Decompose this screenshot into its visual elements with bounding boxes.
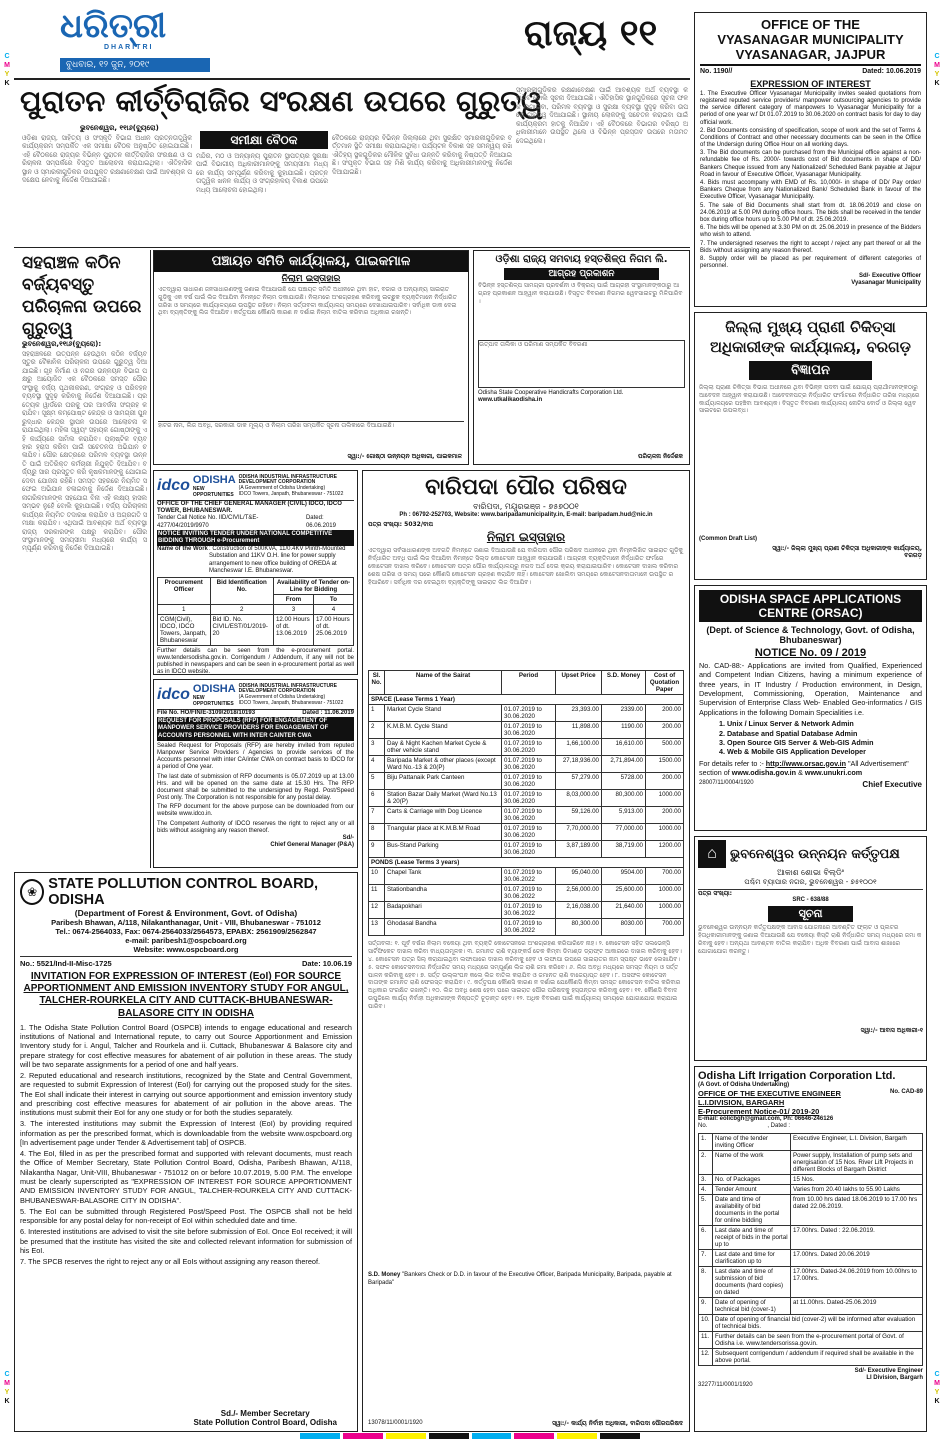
table-row bbox=[699, 1133, 923, 1150]
list-item: 7. The SPCB reserves the right to reject any or all EoIs without assigning any reason thereof. bbox=[20, 1257, 321, 1267]
vyasa-items bbox=[700, 91, 921, 271]
cell-period: 01.07.2019 to 30.06.2022 bbox=[502, 902, 556, 919]
cell-period: 01.07.2019 to 30.06.2020 bbox=[502, 739, 556, 756]
cell-sl: 11 bbox=[369, 885, 385, 902]
table-row bbox=[699, 1225, 923, 1249]
list-item: 1. The Odisha State Pollution Control Board (OSPCB) intends to engage educational and research institutions of National and International repute, to carry out Source Apportionment and Emission Inventory study for i. Angul, Talcher and Rourkela and ii. Cuttack, Bhubaneswar & Balasore city and prepare strategy for cost effective measures for abatement of air pollution in these areas. The study will be two separate assignments for a period of one and half years. bbox=[20, 1022, 352, 1069]
cell-k: Date of opening of technical bid (cover-1) bbox=[713, 1297, 791, 1314]
cell-sl: 8 bbox=[369, 824, 385, 841]
masthead-date: ବୁଧବାର, ୧୨ ଜୁନ, ୨୦୧୯ bbox=[60, 58, 210, 72]
list-item: 7. The undersigned reserves the right to accept / reject any part thereof or all the Bids without assigning any reason thereof. bbox=[700, 240, 921, 254]
cell-n: 1. bbox=[699, 1133, 713, 1150]
list-item: 6. The bids will be opened at 3.30 PM on dt. 25.06.2019 in presence of the Bidders who wish to attend. bbox=[700, 225, 921, 239]
cell-k: Subsequent corrigendum / addendum if required shall be available in the above portal. bbox=[713, 1348, 923, 1365]
table-row bbox=[699, 1174, 923, 1184]
cell-n: 5. bbox=[699, 1194, 713, 1225]
cell-sd: 5,913.00 bbox=[602, 807, 646, 824]
cell-v: Executive Engineer, L.I. Division, Bargarh bbox=[791, 1133, 923, 1150]
table-row bbox=[699, 1194, 923, 1225]
idco-tender-notice: idco ODISHA NEW OPPORTUNITIES ODISHA INDUSTRIAL INFRASTRUCTURE DEVELOPMENT CORPORATION (A Government of Odisha Undertaking) IDCO Towers, Janpath, Bhubaneswar - 751022 OFFICE OF THE CHIEF GENERAL MANAGER (CIVIL) IDCO, IDCO TOWER, BHUBANESWAR. Tender Call Notice No. IID/CIVIL/T&E-4277/04/2019/9970 Dated: 06.06.2019 NOTICE INVITING TENDER UNDER NATIONAL COMPETITIVE BIDDING THROUGH e-Procurement Name of the Work : Construction of 500KVA, 11/0.4KV Plinth-Mounted Substation and 11KV O.H. line for power supply arrangement to new office building of OREDA at Mancheswar I.E. Bhubaneswar. Procurement Officer Bid Identification No. Availability of Tender on-Line for Bidding From To 1 2 3 4 CGM(Civil), IDCO, IDCO Towers, Janpath, Bhubaneswar Bid ID. No. CIVIL/EST/01/2019-20 12.00 Hours of dt. 13.06.2019 17.00 Hours of dt. 25.06.2019 Further details can be seen from the e-procurement portal. www.tendersodisha.gov.in. Corrigendum / Addendum, if any will not be published in newspapers and can be seen in e-procurement portal as well as in IDCO website. bbox=[153, 470, 358, 675]
table-row bbox=[369, 824, 684, 841]
registration-mark-right-bottom: C M Y K bbox=[934, 1371, 940, 1406]
orsac-link[interactable]: http://www.orsac.gov.in bbox=[765, 758, 846, 768]
cell-name: Baripada Market & other places (except Ward No.-13 & 20(P) bbox=[385, 756, 502, 773]
table-row bbox=[699, 1348, 923, 1365]
list-item: 2. Reputed educational and research institutions, recognized by the State and Central Government, are requested to submit Expression of Interest (EoI) for carrying out the proposed study for the sites. The EoI shall indicate their interest in carrying out source apportionment and emission inventory study and prescribing cost effective measures for abatement of air pollution in the above areas. The institutions must submit their EoI for any one study or for both the studies separately. bbox=[20, 1071, 352, 1118]
story-column: ମନ୍ଦିର, ମଠ ଓ ଅନ୍ୟାନ୍ୟ ପୁରାତନ ସ୍ଥାପତ୍ୟର ସୁରକ୍ଷା ପାଇଁ ବିଭାଗୀୟ ଅଧିକାରୀମାନଙ୍କୁ ସମୟସୀମା ମଧ୍ୟରେ କାର୍ଯ୍ୟ ସମ୍ପୂର୍ଣ୍ଣ କରିବାକୁ କୁହାଯାଇଛି। ପ୍ରତ୍ନତାତ୍ତ୍ୱିକ ଖନନ କାର୍ଯ୍ୟ ଓ ସଂଗ୍ରହାଳୟ ବିକାଶ ଉପରେ ମଧ୍ୟ ଆଲୋଚନା ହୋଇଥିଲା। bbox=[196, 152, 328, 194]
table-row bbox=[699, 1297, 923, 1314]
cell-sl: 1 bbox=[369, 705, 385, 722]
cell-sl: 7 bbox=[369, 807, 385, 824]
table-row bbox=[699, 1331, 923, 1348]
table-row bbox=[369, 841, 684, 858]
cell-upset: 57,279.00 bbox=[556, 773, 602, 790]
spcb-notice: ❀ STATE POLLUTION CONTROL BOARD, ODISHA (Department of Forest & Environment, Govt. of Odisha) Paribesh Bhawan, A/118, Nilakanthanagar, Unit - VIII, Bhubaneswar - 751012 Tel.: 0674-2564033, Fax: 0674-2564033/2564573, EPABX: 2561909/2562847 e-mail: paribesh1@ospcboard.org Website: www.ospcboard.org No.: 5521/Ind-II-Misc-1725 Date: 10.06.19 INVITATION FOR EXPRESSION OF INTEREST (EoI) FOR SOURCE APPORTIONMENT AND EMISSION INVENTORY STUDY FOR ANGUL, TALCHER-ROURKELA CITY AND CUTTACK-BHUBANESWAR-BALASORE CITY IN ODISHA 1. The Odisha State Pollution Control Board (OSPCB) intends to engage educational and research institutions of National and International repute, to carry out Source Apportionment and Emission Inventory study for i. Angul, Talcher and Rourkela and ii. Cuttack, Bhubaneswar & Balasore city and prepare strategy for cost effective measures for abatement of air pollution in these areas. The study will be two separate assignments for a period of one and half years. 2. Reputed educational and research institutions, recognized by the State and Central Government, are requested to submit Expression of Interest (EoI) for carrying out the proposed study for the sites. The EoI shall indicate their interest in carrying out source apportionment and emission inventory study and prescribing cost effective measures for abatement of air pollution in the above areas. The institutions must submit their EoI for any one study or for both the studies separately. 3. The interested institutions may submit the Expression of Interest (EoI) by providing required information as per the prescribed format, which is downloadable from the website www.ospcboard.org [In advertisement page under Tender & Advertisement tab] of OSPCB. 4. The EoI, filled in as per the prescribed format and supported with relevant documents, must reach the Office of Member Secretary, State Pollution Control Board, Odisha, Paribesh Bhawan, A/118, Nilakantha Nagar, Unit-VIII, Bhubaneswar - 751012 on or before 10.07.2019, 5.00 P.M. The envelope must be clearly superscripted as "EXPRESSION OF INTEREST FOR SOURCE APPORTIONMENT AND EMISSION INVENTORY STUDY FOR ANGUL, TALCHER-ROURKELA CITY AND CUTTACK-BHUBANESWAR-BALASORE CITY IN ODISHA". 5. The EoI can be submitted through Registered Post/Speed Post. The OSPCB shall not be held responsible for any postal delay for non-receipt of EoI within scheduled date and time. 6. Interested institutions are advised to visit the site before submission of EoI. Once EoI received; it will be presumed that the institute has visited the site and collected relevant information for submission of his EoI. 7. The SPCB reserves the right to reject any or all EoIs without assigning any reason thereof. Sd./- Member Secretary State Pollution Control Board, Odisha bbox=[14, 872, 358, 1432]
cell-sd: 16,610.00 bbox=[602, 739, 646, 756]
cell-sd: 9504.00 bbox=[602, 868, 646, 885]
cell-cost: 1000.00 bbox=[646, 790, 684, 807]
list-item: 3. The Bid documents can be purchased from the Municipal office against a non-refundable fee of Rs. 2000/- towards cost of Bid documents in shape of DD/ Bankers Cheque issued from any Nationalized/ Scheduled Bank payable at Jajpur Road in favour of Executive Officer, Vyasanagar Municipality. bbox=[700, 150, 921, 178]
cell-n: 12. bbox=[699, 1348, 713, 1365]
cell-n: 6. bbox=[699, 1225, 713, 1249]
cell-sl: 3 bbox=[369, 739, 385, 756]
cell-v: from 10.00 hrs dated 18.06.2019 to 17.00 hrs dated 22.06.2019. bbox=[791, 1194, 923, 1225]
cell-upset: 59,126.00 bbox=[556, 807, 602, 824]
cell-v: Varies from 20.40 lakhs to 55.90 Lakhs bbox=[791, 1184, 923, 1194]
cell-k: Further details can be seen from the e-procurement portal of Govt. of Odisha i.e. www.tendersorissa.gov.in. bbox=[713, 1331, 923, 1348]
orsac-list bbox=[699, 719, 922, 756]
cell-v: 17.00hrs. Dated-24.06.2019 from 10.00hrs to 17.00hrs. bbox=[791, 1266, 923, 1297]
registration-mark-left: C M Y K bbox=[4, 53, 10, 88]
cell-n: 7. bbox=[699, 1249, 713, 1266]
section-title: ରାଜ୍ୟ ୧୧ bbox=[524, 13, 658, 54]
list-item: 4. The EoI, filled in as per the prescribed format and supported with relevant documents, must reach the Office of Member Secretary, State Pollution Control Board, Odisha, Paribesh Bhawan, A/118, Nilakantha Nagar, Unit-VIII, Bhubaneswar - 751012 on or before 10.07.2019, 5.00 P.M. The envelope must be clearly superscripted as "EXPRESSION OF INTEREST FOR SOURCE APPORTIONMENT AND EMISSION INVENTORY STUDY FOR ANGUL, TALCHER-ROURKELA CITY AND CUTTACK-BHUBANESWAR-BALASORE CITY IN ODISHA". bbox=[20, 1149, 352, 1205]
cell-cost: 1000.00 bbox=[646, 902, 684, 919]
sairat-table: Sl. No. Name of the Sairat Period Upset Price S.D. Money Cost of Quotation Paper SPACE (Lease Terms 1 Year) 1 Market Cycle Stand 01.07.2019 to 30.06.2020 23,393.00 2339.00 200.00 2 K.M.B.M. Cycle Stand 01.07.2019 to 30.06.2020 11,898.00 1190.00 200.00 3 Day & Night Kachen Market Cycle & other vehicle stand 01.07.2019 to 30.06.2020 1,66,100.00 16,610.00 500.00 4 Baripada Market & other places (except Ward No.-13 & 20(P) 01.07.2019 to 30.06.2020 27,18,936.00 2,71,894.00 1500.00 5 Biju Pattanaik Park Canteen 01.07.2019 to 30.06.2020 57,279.00 5728.00 200.00 6 Station Bazar Daily Market (Ward No.13 & 20(P) 01.07.2019 to 30.06.2020 8,03,000.00 80,300.00 1000.00 7 Carts & Carriage with Dog Licence 01.07.2019 to 30.06.2020 59,126.00 5,913.00 200.00 8 Tnangular place at K.M.B.M Road 01.07.2019 to 30.06.2020 7,70,000.00 77,000.00 1000.00 9 Bus-Stand Parking 01.07.2019 to 30.06.2020 3,87,189.00 38,719.00 1200.00 PONDS (Lease Terms 3 years) 10 Chapel Tank 01.07.2019 to 30.06.2022 95,040.00 9504.00 700.00 11 Stationbandha 01.07.2019 to 30.06.2022 2,56,000.00 25,600.00 1000.00 12 Badapokhari 01.07.2019 to 30.06.2022 2,16,038.00 21,640.00 1000.00 13 Ghodasal Bandha 01.07.2019 to 30.06.2022 80,300.00 8030.00 700.00 bbox=[368, 670, 684, 936]
vyasanagar-notice: OFFICE OF THE VYASANAGAR MUNICIPALITY VYASANAGAR, JAJPUR No. 1190// Dated: 10.06.2019 EXPRESSION OF INTEREST 1. The Executive Officer Vyasanagar Municipality invites sealed quotations from registered reputed service providers/ manpower outsourcing agencies to provide the service different category of manpowers to Vyasanagar Municipality for a period of one year w.f Dt 01.07.2019 to 30.06.2020 on contract basis for day to day official work. 2. Bid Documents consisting of specification, scope of work and the set of Terms & Conditions of Contract and other necessary documents can be seen in the Office of the Undersign during Office Hour on all working days. 3. The Bid documents can be purchased from the Municipal office against a non-refundable fee of Rs. 2000/- towards cost of Bid documents in shape of DD/ Bankers Cheque issued from any Nationalized/ Scheduled Bank payable at Jajpur Road in favour of Executive Officer, Vyasanagar Municipality. 4. Bids must accompany with EMD of Rs. 10,000/- in shape of DD/ Pay order/ Bankers Cheque from any Nationalized Bank/ Scheduled Bank in favour of the Executive Officer, Vyasanagar Municipality. 5. The sale of Bid Documents shall start from dt. 18.06.2019 and close on 24.06.2019 at 5.00 PM during office hours. The bids shall be received in the tender box during office hours up to 5.00 PM of dt. 25.06.2019. 6. The bids will be opened at 3.30 PM on dt. 25.06.2019 in presence of the Bidders who wish to attend. 7. The undersigned reserves the right to accept / reject any part thereof or all the Bids without assigning any reason thereof. 8. Supply order will be placed as per requirement of different categories of personnel. Sd/- Executive Officer Vyasanagar Municipality bbox=[694, 12, 927, 307]
cell-upset: 2,16,038.00 bbox=[556, 902, 602, 919]
cell-sd: 8030.00 bbox=[602, 919, 646, 936]
table-row bbox=[369, 722, 684, 739]
list-item: 8. Supply order will be placed as per requirement of different categories of personnel. bbox=[700, 255, 921, 270]
cell-sl: 10 bbox=[369, 868, 385, 885]
cell-k: Name of the tender inviting Officer bbox=[713, 1133, 791, 1150]
cell-sl: 4 bbox=[369, 756, 385, 773]
cell-name: Market Cycle Stand bbox=[385, 705, 502, 722]
table-row bbox=[699, 1266, 923, 1297]
cell-sl: 2 bbox=[369, 722, 385, 739]
list-item: 2. Database and Spatial Database Admin bbox=[719, 728, 858, 738]
cell-cost: 700.00 bbox=[646, 919, 684, 936]
cell-name: Biju Pattanaik Park Canteen bbox=[385, 773, 502, 790]
logo: ଧରିତ୍ରୀ DHARITRI bbox=[60, 6, 167, 51]
cell-v: at 11.00hrs. Dated-25.06.2019 bbox=[791, 1297, 923, 1314]
cell-cost: 500.00 bbox=[646, 739, 684, 756]
table-row bbox=[369, 919, 684, 936]
cell-k: Tender Amount bbox=[713, 1184, 791, 1194]
cell-sd: 5728.00 bbox=[602, 773, 646, 790]
headline-dateline: ଭୁବନେଶ୍ୱର, ୧୧ା୬(ବ୍ୟୁରୋ) bbox=[80, 124, 159, 132]
cell-cost: 1200.00 bbox=[646, 841, 684, 858]
cell-upset: 3,87,189.00 bbox=[556, 841, 602, 858]
odisha-link[interactable]: www.odisha.gov.in bbox=[731, 767, 797, 777]
list-item: 5. The sale of Bid Documents shall start from dt. 18.06.2019 and close on 24.06.2019 at 5.00 PM during office hours. The bids shall be received in the tender box during office hours up to 5.00 PM of dt. 25.06.2019. bbox=[700, 202, 921, 223]
cell-period: 01.07.2019 to 30.06.2020 bbox=[502, 773, 556, 790]
main-headline: ପୁରାତନ କୀର୍ତ୍ତିରାଜିର ସଂରକ୍ଷଣ ଉପରେ ଗୁରୁତ୍ୱ bbox=[20, 84, 543, 118]
orsac-notice: ODISHA SPACE APPLICATIONS CENTRE (ORSAC) (Dept. of Science & Technology, Govt. of Odisha, Bhubaneswar) NOTICE No. 09 / 2019 No. CAD-88:- Applications are invited from Qualified, Experienced and Competent Indian Citizens, having a minimum experience of three years, in IT Industry / Production environment, in Design, Development, Commissioning, Operation, Maintenance and Supervision of Enterprise Class Web- Enabled Geo-informatics / GIS Applications in the following Domain Specialities i.e. 1. Unix / Linux Server & Network Admin 2. Database and Spatial Database Admin 3. Open Source GIS Server & Web-GIS Admin 4. Web & Mobile GIS Application Developer For details refer to :- http://www.orsac.gov.in "All Advertisement" section of www.odisha.gov.in & www.unukri.com 28007/11/0004/1920 Chief Executive bbox=[694, 585, 927, 831]
panchayat-notice: ପଞ୍ଚାୟତ ସମିତି କାର୍ଯ୍ୟାଳୟ, ପାଇକମାଳ ନିଲାମ ଇସ୍ତାହାର ଏତଦ୍ୱାରା ସାଧାରଣ ଜନସାଧାରଣଙ୍କୁ ଜଣାଇ ଦିଆଯାଉଛି ଯେ ପଞ୍ଚାୟତ ସମିତି ଅଧୀନରେ ଥିବା ହାଟ, ବଜାର ଓ ଅନ୍ୟାନ୍ୟ ସାଇରାତ ଗୁଡ଼ିକୁ ଏକ ବର୍ଷ ପାଇଁ ଲିଜ ଦିଆଯିବା ନିମନ୍ତେ ନିଲାମ ଡକାଯାଉଛି। ନିଲାମରେ ଅଂଶଗ୍ରହଣ କରିବାକୁ ଇଚ୍ଛୁକ ବ୍ୟକ୍ତିମାନେ ନିର୍ଦ୍ଧାରିତ ତାରିଖ ଓ ସମୟରେ କାର୍ଯ୍ୟାଳୟରେ ଉପସ୍ଥିତ ରହିବେ। ନିଲାମ ସର୍ତ୍ତାବଳୀ କାର୍ଯ୍ୟାଳୟ ସମୟରେ ଦେଖାଯାଇପାରିବ। ସର୍ବାଧିକ ଡାକ ଦେଇଥିବା ବ୍ୟକ୍ତିଙ୍କୁ ଲିଜ ଦିଆଯିବ। କର୍ତ୍ତୃପକ୍ଷ କୌଣସି କାରଣ ନ ଦର୍ଶାଇ ନିଲାମ ବାତିଲ କରିବାର ଅଧିକାର ରଖନ୍ତି। ହାଟର ନାମ, ଲିଜ ଅବଧି, ସରକାରୀ ଡାକ ମୂଲ୍ୟ ଓ ନିଲାମ ତାରିଖ ସମ୍ପର୍କିତ ସୂଚନା ତାଲିକାରେ ଦିଆଯାଇଛି। ସ୍ୱା:/- ଗୋଷ୍ଠୀ ଉନ୍ନୟନ ଅଧିକାରୀ, ପାଇକମାଳ bbox=[153, 250, 469, 465]
table-row bbox=[369, 868, 684, 885]
list-item: 3. Open Source GIS Server & Web-GIS Admin bbox=[719, 737, 874, 747]
cell-sd: 77,000.00 bbox=[602, 824, 646, 841]
cell-sl: 13 bbox=[369, 919, 385, 936]
unukri-link[interactable]: www.unukri.com bbox=[804, 767, 863, 777]
registration-mark-right: C M Y K bbox=[934, 53, 940, 88]
cell-name: Tnangular place at K.M.B.M Road bbox=[385, 824, 502, 841]
cell-cost: 700.00 bbox=[646, 868, 684, 885]
cell-upset: 1,66,100.00 bbox=[556, 739, 602, 756]
cell-cost: 1000.00 bbox=[646, 824, 684, 841]
lift-table bbox=[698, 1133, 923, 1366]
registration-mark-left-bottom: C M Y K bbox=[4, 1371, 10, 1406]
cell-v: 15 Nos. bbox=[791, 1174, 923, 1184]
story2-dateline: ଭୁବନେଶ୍ୱର,୧୧ା୬(ବ୍ୟୁରୋ): bbox=[22, 340, 102, 348]
idco-logo: idco bbox=[157, 477, 190, 494]
table-row bbox=[699, 1249, 923, 1266]
district-vet-notice: ଜିଲ୍ଲା ମୁଖ୍ୟ ପ୍ରାଣୀ ଚିକିତ୍ସା ଅଧିକାରୀଙ୍କ କାର୍ଯ୍ୟାଳୟ, ବରଗଡ଼ ବିଜ୍ଞାପନ ଜିଲ୍ଲା ପ୍ରାଣୀ ଚିକିତ୍ସା ବିଭାଗ ଅଧୀନରେ ଥିବା ବିଭିନ୍ନ ପଦବୀ ପାଇଁ ଯୋଗ୍ୟ ପ୍ରାର୍ଥୀମାନଙ୍କଠାରୁ ଆବେଦନ ଆହ୍ୱାନ କରାଯାଉଛି। ଆବେଦନପତ୍ର ନିର୍ଦ୍ଧାରିତ ଫର୍ମାଟରେ ନିର୍ଦ୍ଧାରିତ ତାରିଖ ମଧ୍ୟରେ କାର୍ଯ୍ୟାଳୟରେ ପହଞ୍ଚିବା ଆବଶ୍ୟକ। ବିସ୍ତୃତ ବିବରଣୀ କାର୍ଯ୍ୟାଳୟ ନୋଟିସ ବୋର୍ଡ ଓ ଜିଲ୍ଲା ୱେବସାଇଟରେ ଉପଲବ୍ଧ। (Common Draft List) ସ୍ୱା:/- ଜିଲ୍ଲା ମୁଖ୍ୟ ପ୍ରାଣୀ ଚିକିତ୍ସା ଅଧିକାରୀଙ୍କ କାର୍ଯ୍ୟାଳୟ, ବରଗଡ଼ bbox=[694, 312, 927, 580]
cell-upset: 2,56,000.00 bbox=[556, 885, 602, 902]
cell-period: 01.07.2019 to 30.06.2020 bbox=[502, 705, 556, 722]
list-item: 5. The EoI can be submitted through Registered Post/Speed Post. The OSPCB shall not be held responsible for any postal delay for non-receipt of EoI within scheduled date and time. bbox=[20, 1206, 352, 1226]
cell-k: Last date and time of submission of bid documents (hard copies) on dated bbox=[713, 1266, 791, 1297]
cell-cost: 200.00 bbox=[646, 807, 684, 824]
cell-sl: 6 bbox=[369, 790, 385, 807]
cell-upset: 11,898.00 bbox=[556, 722, 602, 739]
cell-period: 01.07.2019 to 30.06.2020 bbox=[502, 841, 556, 858]
cell-cost: 1000.00 bbox=[646, 885, 684, 902]
cell-period: 01.07.2019 to 30.06.2022 bbox=[502, 885, 556, 902]
cell-period: 01.07.2019 to 30.06.2020 bbox=[502, 722, 556, 739]
cell-k: Date and time of availability of bid documents in the portal for online bidding bbox=[713, 1194, 791, 1225]
list-item: 1. The Executive Officer Vyasanagar Municipality invites sealed quotations from registered reputed service providers/ manpower outsourcing agencies to provide the service different category of manpowers to Vyasanagar Municipality for a period of one year w.f Dt 01.07.2019 to 30.06.2020 on contract basis for day to day official work. bbox=[700, 90, 921, 126]
cell-upset: 27,18,936.00 bbox=[556, 756, 602, 773]
cell-upset: 23,393.00 bbox=[556, 705, 602, 722]
table-row bbox=[369, 739, 684, 756]
list-item: 1. Unix / Linux Server & Network Admin bbox=[719, 719, 854, 729]
cell-cost: 1500.00 bbox=[646, 756, 684, 773]
cell-period: 01.07.2019 to 30.06.2020 bbox=[502, 790, 556, 807]
spcb-items bbox=[20, 1023, 352, 1267]
table-row bbox=[369, 807, 684, 824]
table-row bbox=[369, 790, 684, 807]
cell-period: 01.07.2019 to 30.06.2020 bbox=[502, 807, 556, 824]
cell-sl: 9 bbox=[369, 841, 385, 858]
handicraft-notice: ଓଡ଼ିଶା ରାଜ୍ୟ ସମବାୟ ହସ୍ତଶିଳ୍ପ ନିଗମ ଲି. ଆଗ୍ରହ ପ୍ରକାଶନ ବିଭିନ୍ନ ହସ୍ତଶିଳ୍ପ ସାମଗ୍ରୀ ପ୍ରଦର୍ଶନୀ ଓ ବିକ୍ରୟ ପାଇଁ ଆଗ୍ରହୀ ସଂସ୍ଥାମାନଙ୍କଠାରୁ ଆଗ୍ରହ ପ୍ରକାଶନ ଆହ୍ୱାନ କରାଯାଉଛି। ବିସ୍ତୃତ ବିବରଣୀ ନିଗମର ୱେବସାଇଟରୁ ମିଳିପାରିବ। ଉତ୍ପାଦ ତାଲିକା ଓ ପରିମାଣ ସମ୍ପର୍କିତ ବିବରଣୀ Odisha State Cooperative Handicrafts Corporation Ltd. www.utkalikaodisha.in ପରିଚାଳନା ନିର୍ଦ୍ଦେଶକ bbox=[473, 250, 690, 465]
cell-period: 01.07.2019 to 30.06.2022 bbox=[502, 919, 556, 936]
baripada-notice: ବାରିପଦା ପୌର ପରିଷଦ ବାରିପଦା, ମୟୂରଭଞ୍ଜ - ୭୫୭୦୦୧ Ph : 06792-252703, Website: www.baripadamunicipality.in, E-mail: baripadam.hud@nic.in ପତ୍ର ସଂଖ୍ୟା: 5032/ବାପ ନିଲାମ ଇସ୍ତାହାର ଏତଦ୍ୱାରା ସର୍ବସାଧାରଣଙ୍କ ଅବଗତି ନିମନ୍ତେ ଜଣାଇ ଦିଆଯାଉଛି ଯେ ବାରିପଦା ପୌର ପରିଷଦ ଅଧୀନରେ ଥିବା ନିମ୍ନଲିଖିତ ସାଇରାତ ଗୁଡ଼ିକୁ ନିର୍ଦ୍ଧାରିତ ଅବଧି ପାଇଁ ଲିଜ ଦିଆଯିବା ନିମନ୍ତେ ସିଲ୍ଡ କୋଟେସନ ଆହ୍ୱାନ କରାଯାଉଛି। ଆଗ୍ରହୀ ବ୍ୟକ୍ତିମାନେ ନିର୍ଦ୍ଧାରିତ ଫର୍ମରେ କୋଟେସନ ଦାଖଲ କରିବେ। କୋଟେସନ ପତ୍ର ପୌର କାର୍ଯ୍ୟାଳୟରୁ ନଗଦ ଅର୍ଥ ଦେଇ କ୍ରୟ କରାଯାଇପାରିବ। କୋଟେସନ ଦାଖଲ କରିବାର ଶେଷ ତାରିଖ ଓ ସମୟ ପରେ କୌଣସି କୋଟେସନ ଗ୍ରହଣ କରାଯିବ ନାହିଁ। କୋଟେସନ ଖୋଲିବା ସମୟରେ କୋଟେସନଦାତାମାନେ ଉପସ୍ଥିତ ରହିପାରିବେ। ସର୍ବାଧିକ ଦର ଦେଇଥିବା ବ୍ୟକ୍ତିଙ୍କୁ ସାଇରାତ ଲିଜ ଦିଆଯିବ। Sl. No. Name of the Sairat Period Upset Price S.D. Money Cost of Quotation Paper SPACE (Lease Terms 1 Year) 1 Market Cycle Stand 01.07.2019 to 30.06.2020 23,393.00 2339.00 200.00 2 K.M.B.M. Cycle Stand 01.07.2019 to 30.06.2020 11,898.00 1190.00 200.00 3 Day & Night Kachen Market Cycle & other vehicle stand 01.07.2019 to 30.06.2020 1,66,100.00 16,610.00 500.00 4 Baripada Market & other places (except Ward No.-13 & 20(P) 01.07.2019 to 30.06.2020 27,18,936.00 2,71,894.00 1500.00 5 Biju Pattanaik Park Canteen 01.07.2019 to 30.06.2020 57,279.00 5728.00 200.00 6 Station Bazar Daily Market (Ward No.13 & 20(P) 01.07.2019 to 30.06.2020 8,03,000.00 80,300.00 1000.00 7 Carts & Carriage with Dog Licence 01.07.2019 to 30.06.2020 59,126.00 5,913.00 200.00 8 Tnangular place at K.M.B.M Road 01.07.2019 to 30.06.2020 7,70,000.00 77,000.00 1000.00 9 Bus-Stand Parking 01.07.2019 to 30.06.2020 3,87,189.00 38,719.00 1200.00 PONDS (Lease Terms 3 years) 10 Chapel Tank 01.07.2019 to 30.06.2022 95,040.00 9504.00 700.00 11 Stationbandha 01.07.2019 to 30.06.2022 2,56,000.00 25,600.00 1000.00 12 Badapokhari 01.07.2019 to 30.06.2022 2,16,038.00 21,640.00 1000.00 13 Ghodasal Bandha 01.07.2019 to 30.06.2022 80,300.00 8030.00 700.00 ସର୍ତ୍ତାବଳୀ: ୧. ପୂର୍ବ ବର୍ଷର ନିଲାମ ବକେୟା ଥିବା ବ୍ୟକ୍ତି କୋଟେସନରେ ଅଂଶଗ୍ରହଣ କରିପାରିବେ ନାହିଁ। ୨. କୋଟେସନ ସହିତ ସଲଭେନ୍ସି ସାର୍ଟିଫିକେଟ ଦାଖଲ କରିବା ବାଧ୍ୟତାମୂଳକ। ୩. ଜମାନତ ରାଶି ବ୍ୟାଙ୍କର୍ସ ଚେକ କିମ୍ବା ଡିମାଣ୍ଡ ଡ୍ରାଫ୍ଟ ଆକାରରେ ଦାଖଲ କରିବାକୁ ହେବ। ୪. କୋଟେସନ ପତ୍ର ସିଲ୍ କରାଯାଇଥିବା ଲଫାପାରେ ଦାଖଲ କରିବାକୁ ହେବ ଓ ଲଫାପା ଉପରେ ସାଇରାତର ନାମ ସ୍ପଷ୍ଟ ଭାବେ ଲେଖାଯିବ। ୫. ସଫଳ କୋଟେସନଦାତା ନିର୍ଦ୍ଧାରିତ ସମୟ ମଧ୍ୟରେ ସମ୍ପୂର୍ଣ୍ଣ ଲିଜ ରାଶି ଜମା କରିବେ। ୬. ଲିଜ ଅବଧି ମଧ୍ୟରେ ସମସ୍ତ ନିୟମ ଓ ସର୍ତ୍ତ ପାଳନ କରିବାକୁ ହେବ। ୭. ସର୍ତ୍ତ ଉଲ୍ଲଂଘନ କଲେ ଲିଜ ବାତିଲ କରାଯିବ ଓ ଜମାନତ ରାଶି ବାଜେୟାପ୍ତ ହେବ। ୮. ଅସଫଳ କୋଟେସନଦାତାଙ୍କ ଜମାନତ ରାଶି ଫେରସ୍ତ କରାଯିବ। ୯. କର୍ତ୍ତୃପକ୍ଷ କୌଣସି କାରଣ ନ ଦର୍ଶାଇ ଯେକୌଣସି କିମ୍ବା ସମସ୍ତ କୋଟେସନ ବାତିଲ କରିବାର ଅଧିକାର ସଂରକ୍ଷିତ ରଖନ୍ତି। ୧୦. ଲିଜ ଅବଧି ଶେଷ ହେବା ପରେ ସାଇରାତ ପୌର ପରିଷଦକୁ ହସ୍ତାନ୍ତର କରିବାକୁ ହେବ। ୧୧. କୌଣସି ବିବାଦ ଉପୁଜିଲେ କାର୍ଯ୍ୟ ନିର୍ବାହୀ ଅଧିକାରୀଙ୍କ ନିଷ୍ପତ୍ତି ଚୂଡ଼ାନ୍ତ ହେବ। ୧୨. ଅଧିକ ବିବରଣୀ ପାଇଁ କାର୍ଯ୍ୟାଳୟ ସମୟରେ ଯୋଗାଯୋଗ କରାଯାଇପାରିବ। S.D. Money "Bankers Check or D.D. in favour of the Executive Officer, Baripada Municipality, Baripada, payable at Baripada" 13078/11/0001/1920 ସ୍ୱା:/- କାର୍ଯ୍ୟ ନିର୍ବାହୀ ଅଧିକାରୀ, ବାରିପଦା ପୌରପରିଷଦ bbox=[362, 470, 690, 1432]
review-badge: ସମୀକ୍ଷା ବୈଠକ bbox=[200, 131, 328, 149]
masthead bbox=[14, 8, 694, 78]
bda-notice: ⌂ ଭୁବନେଶ୍ୱର ଉନ୍ନୟନ କର୍ତ୍ତୃପକ୍ଷ ଆକାଶ ଶୋଭା ବିଲ୍ଡିଂ ପଶ୍ଚିମ ବ୍ୟାପାର ନଗର, ଭୁବନେଶ୍ୱର - ୭୫୧୦୦୧ ପତ୍ର ସଂଖ୍ୟା: SRC - 638/88 ସୂଚନା ଭୁବନେଶ୍ୱର ଉନ୍ନୟନ କର୍ତ୍ତୃପକ୍ଷଙ୍କ ଆବାସ ଯୋଜନାରେ ଆବଣ୍ଟିତ ଫ୍ଲାଟ ଓ ପ୍ଲଟର ହିତାଧିକାରୀମାନଙ୍କୁ ଜଣାଇ ଦିଆଯାଉଛି ଯେ ବକେୟା କିସ୍ତି ରାଶି ନିର୍ଦ୍ଧାରିତ ସମୟ ମଧ୍ୟରେ ଜମା କରିବାକୁ ହେବ। ଅନ୍ୟଥା ଆବଣ୍ଟନ ବାତିଲ କରାଯିବ। ଅଧିକ ବିବରଣୀ ପାଇଁ ଆବାସ ଶାଖାରେ ଯୋଗାଯୋଗ କରନ୍ତୁ। ସ୍ୱା:/- ଆବାସ ଅଧିକାରୀ-୧ bbox=[694, 836, 927, 1061]
table-row bbox=[699, 1184, 923, 1194]
cell-name: Chapel Tank bbox=[385, 868, 502, 885]
cell-v: Power supply, Installation of pump sets and energisation of 15 Nos. River Lift Projects in different Blocks of Bargarh District bbox=[791, 1150, 923, 1174]
cell-k: Date of opening of financial bid (cover-2) will be informed after evaluation of technical bids. bbox=[713, 1314, 923, 1331]
table-section-row bbox=[369, 858, 684, 868]
cell-name: K.M.B.M. Cycle Stand bbox=[385, 722, 502, 739]
cell-name: Stationbandha bbox=[385, 885, 502, 902]
cell-n: 9. bbox=[699, 1297, 713, 1314]
cell-sd: 38,719.00 bbox=[602, 841, 646, 858]
story2-body: ସହରାଞ୍ଚଳରେ ଉତ୍ପନ୍ନ ହେଉଥିବା କଠିନ ବର୍ଜ୍ୟବସ୍ତୁର ବୈଜ୍ଞାନିକ ପରିଚାଳନା ଉପରେ ଗୁରୁତ୍ୱ ଦିଆଯାଇଛି। ଗୃହ ନିର୍ମାଣ ଓ ନଗର ଉନ୍ନୟନ ବିଭାଗ ପକ୍ଷରୁ ଆୟୋଜିତ ଏକ ବୈଠକରେ ସମସ୍ତ ପୌରସଂସ୍ଥାକୁ ବର୍ଜ୍ୟ ପୃଥକୀକରଣ, ସଂଗ୍ରହ ଓ ପରିବହନ ବ୍ୟବସ୍ଥା ସୁଦୃଢ଼ କରିବାକୁ ନିର୍ଦ୍ଦେଶ ଦିଆଯାଇଛି। ପ୍ରତ୍ୟେକ ୱାର୍ଡରେ ଘରକୁ ଘର ଆବର୍ଜନା ସଂଗ୍ରହ କରାଯିବ। ସୂକ୍ଷ୍ମ କମ୍ପୋଷ୍ଟ କେନ୍ଦ୍ର ଓ ସାମଗ୍ରୀ ପୁନରୁଦ୍ଧାର କେନ୍ଦ୍ର ସ୍ଥାପନ ଉପରେ ଆଲୋଚନା କରାଯାଇଥିଲା। ମହିଳା ସ୍ୱୟଂ ସହାୟକ ଗୋଷ୍ଠୀଙ୍କୁ ଏହି କାର୍ଯ୍ୟରେ ସାମିଲ କରାଯିବ। ପ୍ଲାଷ୍ଟିକ ବ୍ୟବହାର ହ୍ରାସ କରିବା ପାଇଁ ସଚେତନତା ଅଭିଯାନ ଚଳାଯିବ। ପୌର କ୍ଷେତ୍ରରେ ପରିମଳ ବ୍ୟବସ୍ଥା ଉନ୍ନତି ପାଇଁ ଅତିରିକ୍ତ କର୍ମଚାରୀ ନିଯୁକ୍ତି ଦିଆଯିବ। ବର୍ଜ୍ୟରୁ ସାର ପ୍ରସ୍ତୁତ କରି କୃଷକମାନଙ୍କୁ ଯୋଗାଇ ଦେବା ଯୋଜନା ରହିଛି। ସମସ୍ତ ସହରରେ ନିୟମିତ ସଫେଇ ଅଭିଯାନ ଚଳାଇବାକୁ ନିର୍ଦ୍ଦେଶ ଦିଆଯାଇଛି। ନାଗରିକମାନଙ୍କ ସହଯୋଗ ବିନା ଏହି ଲକ୍ଷ୍ୟ ହାସଲ ସମ୍ଭବ ନୁହେଁ ବୋଲି କୁହାଯାଇଛି। ବର୍ଜ୍ୟ ପରିଚାଳନା କାର୍ଯ୍ୟର ନିୟମିତ ତଦାରଖ କରାଯିବ ଓ ଅଗ୍ରଗତି ସମୀକ୍ଷା କରାଯିବ। ଏଥିପାଇଁ ଆବଶ୍ୟକ ଅର୍ଥ ବ୍ୟବସ୍ଥା ରାଜ୍ୟ ସରକାରଙ୍କ ପକ୍ଷରୁ କରାଯିବ। ପୌରସଂସ୍ଥାମାନଙ୍କୁ ସମୟସୀମା ମଧ୍ୟରେ କାର୍ଯ୍ୟ ସମ୍ପୂର୍ଣ୍ଣ କରିବାକୁ ନିର୍ଦ୍ଦେଶ ଦିଆଯାଇଛି। bbox=[22, 350, 147, 553]
cell-n: 3. bbox=[699, 1174, 713, 1184]
cell-sd: 2,71,894.00 bbox=[602, 756, 646, 773]
list-item: 4. Web & Mobile GIS Application Developer bbox=[719, 747, 866, 757]
table-row bbox=[369, 773, 684, 790]
cell-cost: 200.00 bbox=[646, 705, 684, 722]
list-item: 6. Interested institutions are advised to visit the site before submission of EoI. Once EoI received; it will be presumed that the institute has visited the site and collected relevant information for submission of his EoI. bbox=[20, 1227, 352, 1255]
cell-name: Bus-Stand Parking bbox=[385, 841, 502, 858]
cell-n: 10. bbox=[699, 1314, 713, 1331]
cell-k: Name of the work bbox=[713, 1150, 791, 1174]
cell-sd: 2339.00 bbox=[602, 705, 646, 722]
cell-sl: 12 bbox=[369, 902, 385, 919]
cell-sd: 25,600.00 bbox=[602, 885, 646, 902]
idco-logo: idco bbox=[157, 686, 190, 703]
story-column: ଓଡ଼ିଶା ରାଜ୍ୟ, ସାହିତ୍ୟ ଓ ସଂସ୍କୃତି ବିଭାଗ ଅଧୀନ ପ୍ରତ୍ନତାତ୍ତ୍ୱିକ କାର୍ଯ୍ୟକ୍ରମ ସମ୍ପର୍କିତ ଏକ ସମୀକ୍ଷା ବୈଠକ ଅନୁଷ୍ଠିତ ହୋଇଯାଇଛି। ଏହି ବୈଠକରେ ରାଜ୍ୟର ବିଭିନ୍ନ ପୁରାତନ କୀର୍ତ୍ତିରାଜିର ସଂରକ୍ଷଣ ଓ ପରିଚାଳନା ସମ୍ପର୍କରେ ବିସ୍ତୃତ ଆଲୋଚନା କରାଯାଇଥିଲା। ଐତିହାସିକ ସ୍ଥାନ ଓ ସ୍ମାରକୀଗୁଡ଼ିକର ଉପଯୁକ୍ତ ରକ୍ଷଣାବେକ୍ଷଣ ପାଇଁ ଆବଶ୍ୟକ ପଦକ୍ଷେପ ନେବାକୁ ନିର୍ଦ୍ଦେଶ ଦିଆଯାଇଛି। bbox=[22, 134, 192, 185]
cell-n: 2. bbox=[699, 1150, 713, 1174]
cell-v: 17.00hrs. Dated 20.06.2019 bbox=[791, 1249, 923, 1266]
cell-sd: 80,300.00 bbox=[602, 790, 646, 807]
cell-name: Badapokhari bbox=[385, 902, 502, 919]
cell-upset: 7,70,000.00 bbox=[556, 824, 602, 841]
cell-period: 01.07.2019 to 30.06.2022 bbox=[502, 868, 556, 885]
list-item: 4. Bids must accompany with EMD of Rs. 10,000/- in shape of DD/ Pay order/ Bankers Cheque from any Nationalized Bank/ Scheduled Bank in favour of the Executive Officer, Vyasanagar Municipality. bbox=[700, 180, 921, 201]
cell-name: Day & Night Kachen Market Cycle & other vehicle stand bbox=[385, 739, 502, 756]
table-row bbox=[699, 1314, 923, 1331]
cell-n: 8. bbox=[699, 1266, 713, 1297]
section-label: PONDS (Lease Terms 3 years) bbox=[369, 858, 684, 868]
idco-rfp-notice: idco ODISHA NEW OPPORTUNITIES ODISHA INDUSTRIAL INFRASTRUCTURE DEVELOPMENT CORPORATION (A Government of Odisha Undertaking) IDCO Towers, Janpath, Bhubaneswar - 751022 File No. HO/FIN/E-3109/2018/10193 Dated : 11.06.2019 REQUEST FOR PROPOSALS (RFP) FOR ENGAGEMENT OF MANPOWER SERVICE PROVIDERS FOR ENGAGEMENT OF ACCOUNTS PERSONNEL WITH INTER CAINTER CWA Sealed Request for Proposals (RFP) are hereby invited from reputed Manpower Service Providers / Agencies to provide services of the Accounts personnel with inter CA/inter CWA on contract basis to IDCO for a period of One year. The last date of submission of RFP documents is 05.07.2019 up at 13.00 Hrs. and will be opened on the same date at 15.30 Hrs. The RFP document shall be submitted to the undersigned by Regd. Post/Speed Post only. The Corporation is not responsible for any postal delay. The RFP document for the above purpose can be downloaded from our website www.idco.in. The Competent Authority of IDCO reserves the right to reject any or all bids without assigning any reason thereof. Sd/- Chief General Manager (P&A) bbox=[153, 679, 358, 868]
lift-irrigation-notice: Odisha Lift Irrigation Corporation Ltd. (A Govt. of Odisha Undertaking) OFFICE OF THE EXECUTIVE ENGINEER L.I.DIVISION, BARGARH E-Procurement Notice-01/ 2019-20 No. CAD-89 E-mail: eolicbgh@gmail.com, Ph: 06646-246126 No. , Dated : 1. Name of the tender inviting Officer Executive Engineer, L.I. Division, Bargarh 2. Name of the work Power supply, Installation of pump sets and energisation of 15 Nos. River Lift Projects in different Blocks of Bargarh District 3. No. of Packages 15 Nos. 4. Tender Amount Varies from 20.40 lakhs to 55.90 Lakhs 5. Date and time of availability of bid documents in the portal for online bidding from 10.00 hrs dated 18.06.2019 to 17.00 hrs dated 22.06.2019. 6. Last date and time of receipt of bids in the portal up to 17.00hrs. Dated : 22.06.2019. 7. Last date and time for clarification up to 17.00hrs. Dated 20.06.2019 8. Last date and time of submission of bid documents (hard copies) on dated 17.00hrs. Dated-24.06.2019 from 10.00hrs to 17.00hrs. 9. Date of opening of technical bid (cover-1) at 11.00hrs. Dated-25.06.2019 10. Date of opening of financial bid (cover-2) will be informed after evaluation of technical bids. 11. Further details can be seen from the e-procurement portal of Govt. of Odisha i.e. www.tendersorissa.gov.in. 12. Subsequent corrigendum / addendum if required shall be available in the above portal. Sd/- Executive Engineer LI Division, Bargarh 32277/11/0001/1920 bbox=[694, 1066, 927, 1432]
table-section-row bbox=[369, 695, 684, 705]
table-row bbox=[369, 885, 684, 902]
bda-logo-icon: ⌂ bbox=[698, 840, 726, 868]
cell-v: 17.00hrs. Dated : 22.06.2019. bbox=[791, 1225, 923, 1249]
color-bar bbox=[300, 1433, 640, 1439]
spcb-logo-icon: ❀ bbox=[20, 879, 44, 905]
cell-name: Ghodasal Bandha bbox=[385, 919, 502, 936]
cell-upset: 80,300.00 bbox=[556, 919, 602, 936]
story-column: ସ୍ମାରକୀଗୁଡ଼ିକର ରକ୍ଷଣାବେକ୍ଷଣ ପାଇଁ ଆବଶ୍ୟକ ଅର୍ଥ ବ୍ୟବସ୍ଥା କରାଯିବ ବୋଲି ସୂଚନା ଦିଆଯାଇଛି। ଐତିହାସିକ ସ୍ଥାନଗୁଡ଼ିକରେ ସୂଚନା ଫଳକ ଲଗାଇବା, ପରିମଳ ବ୍ୟବସ୍ଥା ଓ ସୁରକ୍ଷା ବ୍ୟବସ୍ଥା ସୁଦୃଢ଼ କରିବା ଉପରେ ଗୁରୁତ୍ୱ ଦିଆଯାଇଛି। ସ୍ଥାନୀୟ ଲୋକଙ୍କୁ ସଚେତନ କରାଇବା ପାଇଁ କାର୍ଯ୍ୟକ୍ରମ ହାତକୁ ନିଆଯିବ। ଏହି ବୈଠକରେ ବିଭାଗର ବରିଷ୍ଠ ଅଧିକାରୀମାନେ ଉପସ୍ଥିତ ଥିଲେ ଓ ବିଭିନ୍ନ ପ୍ରସ୍ତାବ ଉପରେ ମତାମତ ଦେଇଥିଲେ। bbox=[516, 86, 688, 145]
table-row bbox=[699, 1150, 923, 1174]
cell-n: 4. bbox=[699, 1184, 713, 1194]
story2-headline: ସହରାଞ୍ଚଳ କଠିନ ବର୍ଜ୍ୟବସ୍ତୁ ପରିଚାଳନା ଉପରେ ଗୁରୁତ୍ୱ bbox=[22, 253, 142, 339]
cell-sd: 1190.00 bbox=[602, 722, 646, 739]
cell-k: Last date and time of receipt of bids in the portal up to bbox=[713, 1225, 791, 1249]
cell-k: Last date and time for clarification up to bbox=[713, 1249, 791, 1266]
cell-sl: 5 bbox=[369, 773, 385, 790]
cell-k: No. of Packages bbox=[713, 1174, 791, 1184]
table-row bbox=[369, 902, 684, 919]
list-item: 2. Bid Documents consisting of specification, scope of work and the set of Terms & Conditions of Contract and other necessary documents can be seen in the Office of the Undersign during Office Hour on all working days. bbox=[700, 127, 921, 149]
cell-n: 11. bbox=[699, 1331, 713, 1348]
page-number: ୧୧ bbox=[619, 13, 658, 54]
section-label: SPACE (Lease Terms 1 Year) bbox=[369, 695, 684, 705]
cell-name: Carts & Carriage with Dog Licence bbox=[385, 807, 502, 824]
cell-name: Station Bazar Daily Market (Ward No.13 & 20(P) bbox=[385, 790, 502, 807]
cell-upset: 95,040.00 bbox=[556, 868, 602, 885]
cell-period: 01.07.2019 to 30.06.2020 bbox=[502, 824, 556, 841]
story-column: ବୈଠକରେ ରାଜ୍ୟର ବିଭିନ୍ନ ଜିଲ୍ଲାରେ ଥିବା ସୁରକ୍ଷିତ ସ୍ମାରକୀଗୁଡ଼ିକର ବର୍ତ୍ତମାନ ସ୍ଥିତି ସମୀକ୍ଷା କରାଯାଇଥିଲା। ପର୍ଯ୍ୟଟନ ବିକାଶ ସହ ସମନ୍ୱୟ ରଖି ଐତିହ୍ୟ ସ୍ଥଳଗୁଡ଼ିକର ମୌଳିକ ସୁବିଧା ଉନ୍ନତି କରିବାକୁ ନିଷ୍ପତ୍ତି ନିଆଯାଇଛି। ସଂପୃକ୍ତ ବିଭାଗ ସହ ମିଶି କାର୍ଯ୍ୟ କରିବାକୁ ଅଧିକାରୀମାନଙ୍କୁ ନିର୍ଦ୍ଦେଶ ଦିଆଯାଇଛି। bbox=[332, 134, 512, 176]
cell-upset: 8,03,000.00 bbox=[556, 790, 602, 807]
table-row bbox=[369, 756, 684, 773]
cell-cost: 200.00 bbox=[646, 722, 684, 739]
cell-cost: 200.00 bbox=[646, 773, 684, 790]
cell-period: 01.07.2019 to 30.06.2020 bbox=[502, 756, 556, 773]
list-item: 3. The interested institutions may submit the Expression of Interest (EoI) by providing required information as per the prescribed format, which is downloadable from the website www.ospcboard.org [In advertisement page under Tender & Advertisement tab] of OSPCB. bbox=[20, 1119, 352, 1147]
cell-sd: 21,640.00 bbox=[602, 902, 646, 919]
table-row bbox=[369, 705, 684, 722]
